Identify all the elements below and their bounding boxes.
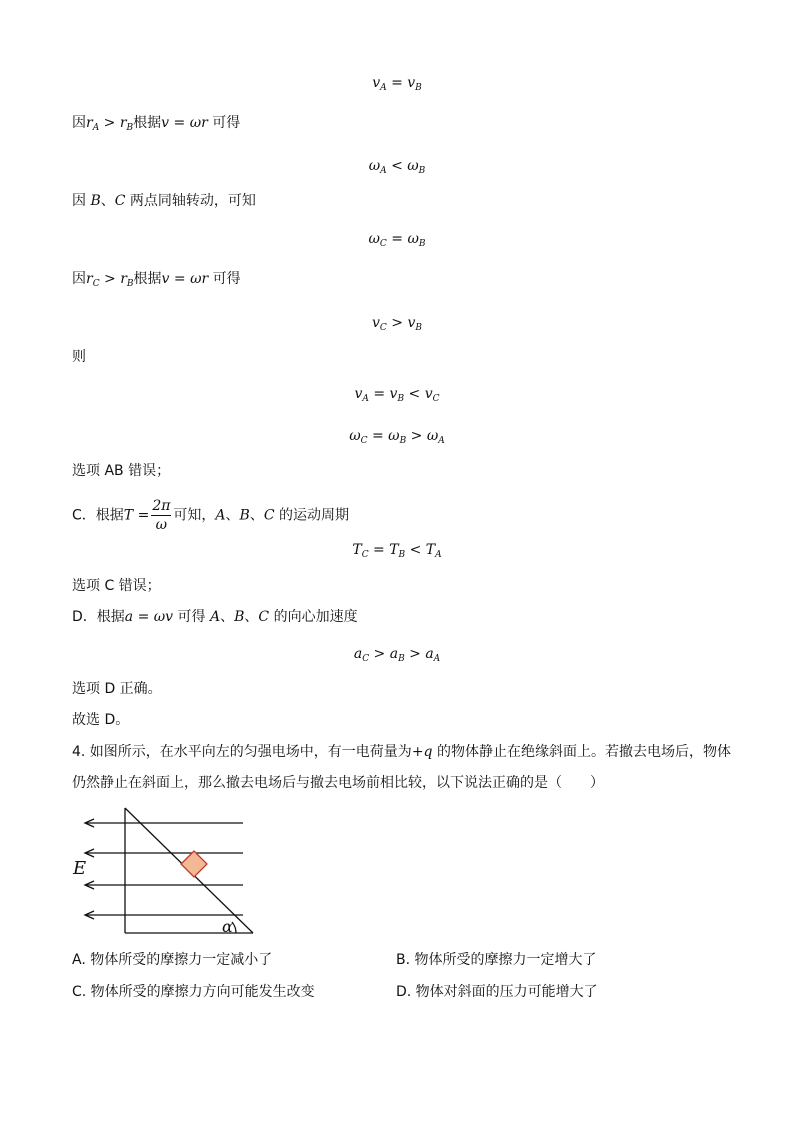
- option-d-analysis: D．根据a = ωv 可得 A、B、C 的向心加速度: [72, 609, 358, 625]
- equation-T-chain: $T_C = T_B < T_A$: [352, 542, 442, 560]
- equation-omegaA-less-omegaB: $\omega_A < \omega_B$: [368, 158, 426, 176]
- equation-a-chain: $a_C > a_B > a_A$: [353, 646, 441, 664]
- question-4-stem-line1: 4. 如图所示，在水平向左的匀强电场中，有一电荷量为+q 的物体静止在绝缘斜面上。若撤去电场后，物体: [72, 744, 731, 760]
- angle-label-alpha: α: [222, 917, 233, 936]
- then-text: 则: [72, 349, 86, 365]
- field-label-E: E: [73, 858, 87, 879]
- coaxial-statement: 因 B、C 两点同轴转动，可知: [72, 193, 256, 209]
- condition-rC-greater-rB: 因$r_C > r_B$根据v = ωr 可得: [72, 271, 241, 289]
- option-a[interactable]: A. 物体所受的摩擦力一定减小了: [72, 952, 273, 968]
- condition-rA-greater-rB: 因$r_A > r_B$根据v = ωr 可得: [72, 115, 241, 133]
- option-c[interactable]: C. 物体所受的摩擦力方向可能发生改变: [72, 984, 315, 1000]
- option-c-analysis: C．根据T = $\frac{2\pi}{\omega}$ 可知，A、B、C 的运动周期: [72, 498, 350, 533]
- question-4-stem-line2: 仍然静止在斜面上，那么撤去电场后与撤去电场前相比较，以下说法正确的是（ ）: [72, 775, 604, 791]
- final-answer: 故选 D。: [72, 712, 130, 728]
- equation-v-chain: $v_A = v_B < v_C$: [354, 386, 440, 404]
- option-b[interactable]: B. 物体所受的摩擦力一定增大了: [396, 952, 597, 968]
- field-lines: [85, 819, 243, 919]
- option-d[interactable]: D. 物体对斜面的压力可能增大了: [396, 984, 598, 1000]
- charged-block: [181, 851, 207, 877]
- option-d-right: 选项 D 正确。: [72, 681, 162, 697]
- equation-omega-chain: $\omega_C = \omega_B > \omega_A$: [349, 428, 445, 446]
- incline-electric-field-diagram: [70, 805, 260, 940]
- option-c-wrong: 选项 C 错误；: [72, 578, 161, 594]
- options-ab-wrong: 选项 AB 错误；: [72, 463, 171, 479]
- equation-omegaC-equals-omegaB: $\omega_C = \omega_B$: [368, 231, 426, 249]
- equation-vC-greater-vB: $v_C > v_B$: [372, 315, 422, 333]
- equation-vA-equals-vB: $v_A = v_B$: [372, 75, 422, 93]
